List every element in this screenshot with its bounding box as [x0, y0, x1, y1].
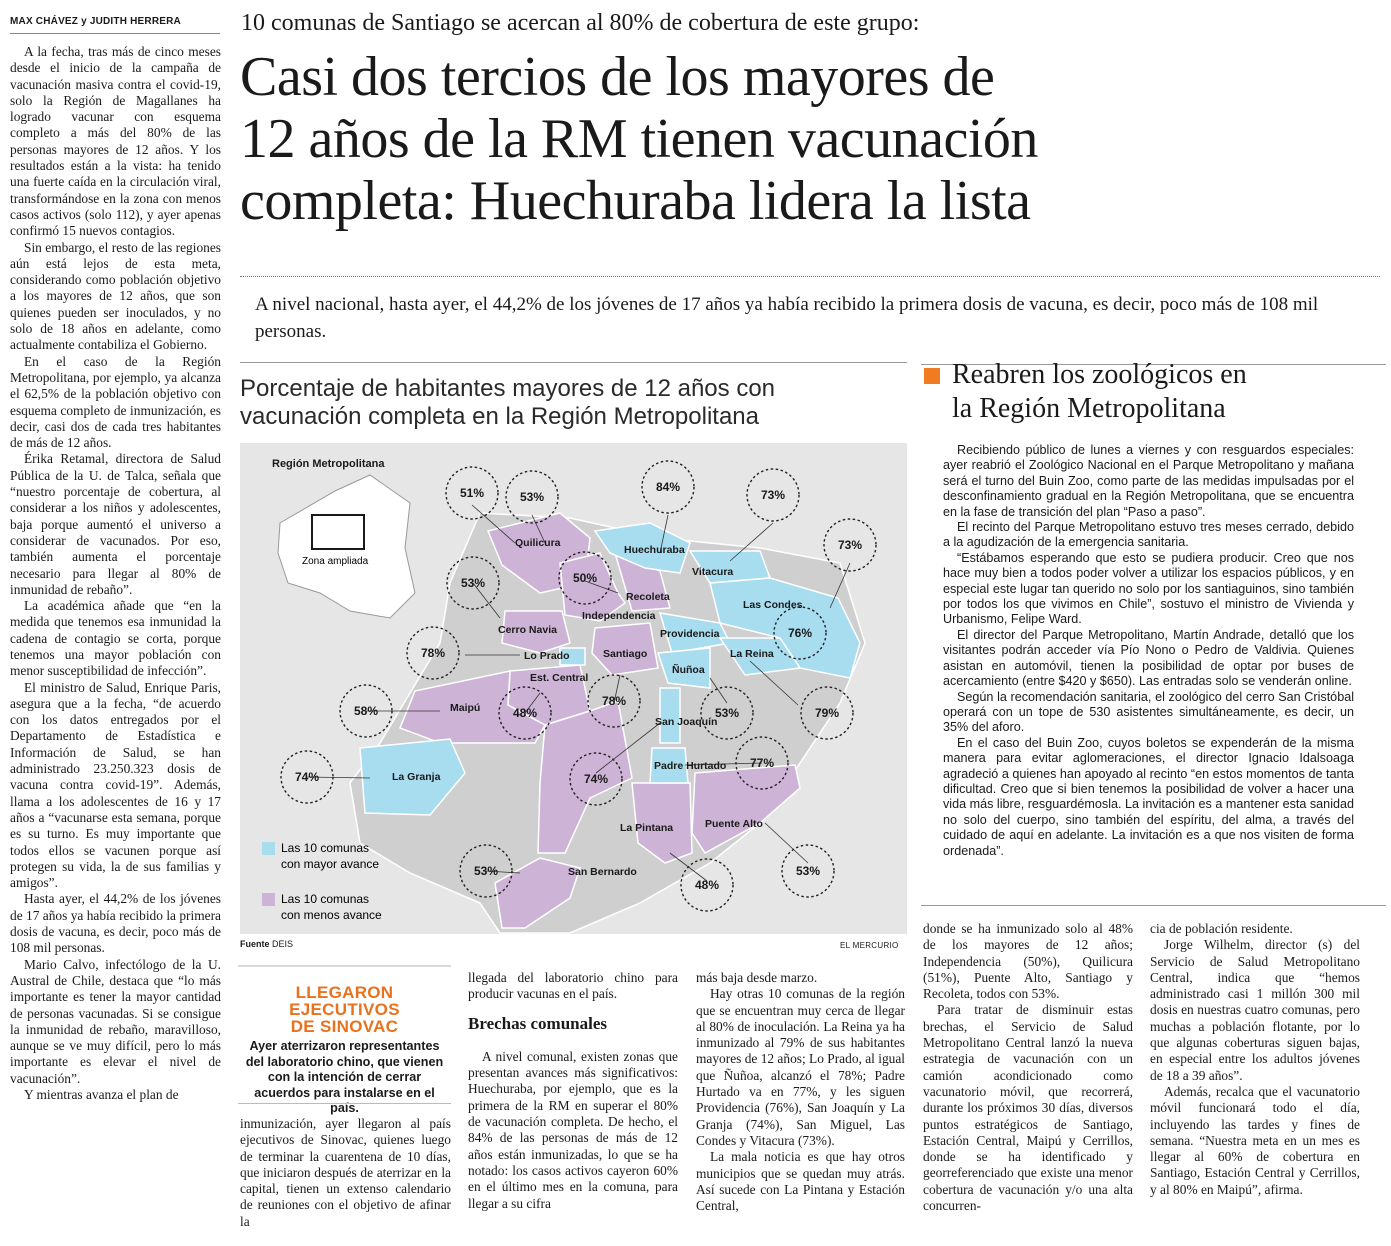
box-text: Ayer aterrizaron representantes del laboratorio chino, que vienen con la intención de cerrar acuerdos para instalarse en el país.: [245, 1039, 444, 1116]
percentage-label: 53%: [473, 864, 499, 878]
comuna-label: Recoleta: [626, 591, 670, 603]
paragraph: Mario Calvo, infectólogo de la U. Austral de Chile, destaca que “lo más importante es tener la mayor cantidad de personas vacunadas. Si se consigue la inmunidad de rebaño, maravilloso, aunque se ve muy difícil, pero lo más importante es elevar el nivel de vacunación”.: [10, 956, 221, 1086]
percentage-label: 73%: [760, 488, 786, 502]
source-value: DEIS: [272, 939, 294, 949]
paragraph: Hasta ayer, el 44,2% de los jóvenes de 17 años ya había recibido la primera dosis de vacuna, es decir, poco más de 108 mil personas.: [10, 891, 221, 956]
sidebar-bottom-rule: [921, 905, 1386, 906]
comuna-label: San Bernardo: [568, 866, 637, 878]
percentage-label: 84%: [655, 480, 681, 494]
paragraph: En el caso de la Región Metropolitana, por ejemplo, ya alcanza el 62,5% de la población objetivo con esquema completo de inmunización, es decir, casi dos de cada tres habitantes de más de 12 años.: [10, 353, 221, 451]
chart-title: [240, 375, 907, 431]
column-3-top: llegada del laboratorio chino para producir vacunas en el país.: [468, 970, 678, 1002]
paragraph: Érika Retamal, directora de Salud Pública de la U. de Talca, señala que “nuestro porcentaje de cobertura, al considerar a los niños y adolescentes, baja porque aumentó el universo a considerar de vacunados. Por eso, también aumenta el porcentaje necesario para llegar al 80% de inmunidad de rebaño”.: [10, 451, 221, 597]
percentage-label: 78%: [601, 694, 627, 708]
paragraph: Según la recomendación sanitaria, el zoológico del cerro San Cristóbal operará con un tope de 530 asistentes simultáneamente, es decir, un 35% del aforo.: [943, 689, 1354, 735]
legend-low-line-1: Las 10 comunas: [281, 892, 370, 906]
chart-title-line-1: Porcentaje de habitantes mayores de 12 años con: [240, 375, 776, 402]
comuna-label: Providencia: [660, 628, 720, 640]
sidebar-title-line-1: Reabren los zoológicos en: [952, 359, 1247, 390]
chart-credit: EL MERCURIO: [840, 941, 899, 950]
chart-top-rule: [240, 362, 907, 363]
byline: MAX CHÁVEZ y JUDITH HERRERA: [10, 16, 181, 27]
paragraph: Además, recalca que el vacunatorio móvil funcionará todo el día, incluyendo las tardes y fines de semana. “Nuestra meta en un mes es llegar al 60% de cobertura en Santiago, Estación Central y Cerrillos, y al 80% en Maipú”, afirma.: [1150, 1083, 1360, 1197]
legend-low-swatch: [262, 893, 275, 906]
comuna-label: Padre Hurtado: [654, 760, 727, 772]
paragraph: Y mientras avanza el plan de: [24, 1087, 179, 1102]
paragraph: En el caso del Buin Zoo, cuyos boletos se expenderán de la misma manera para evitar aglomeraciones, el director Ignacio Idalsoaga agradeció a quienes han apoyado al recinto “en estos momentos de tanta dificultad. Creo que si bien tenemos la posibilidad de volver a hacer una vida más libre, resguardémosla. La invitación es a mantener esta sanidad no solo del cuerpo, sino también del espíritu, del alma, a través del cuidado de aquí en adelante. La invitación es a que nos visiten de forma ordenada”.: [943, 735, 1354, 858]
column-5: [923, 921, 1133, 1214]
legend-high-line-2: con mayor avance: [281, 857, 380, 871]
column-3: [468, 970, 678, 1212]
brechas-subhead: Brechas comunales: [468, 1013, 607, 1033]
left-column: [10, 44, 221, 1103]
percentage-label: 73%: [837, 538, 863, 552]
comuna-label: Huechuraba: [624, 544, 685, 556]
chart-source: [240, 939, 293, 949]
percentage-label: 74%: [583, 772, 609, 786]
headline-line-1: Casi dos tercios de los mayores de: [240, 46, 995, 108]
percentage-label: 51%: [459, 486, 485, 500]
percentage-label: 76%: [787, 626, 813, 640]
paragraph: Sin embargo, el resto de las regiones aún está lejos de esta meta, considerando como población objetivo a los mayores de 12 años, que son quienes pueden ser inoculados, y no solo de 18 años en adelante, como actualmente contabiliza el Gobierno.: [10, 239, 221, 353]
sidebar-marker-icon: [924, 368, 940, 384]
column-4: [696, 970, 905, 1214]
comuna-label: Est. Central: [530, 672, 589, 684]
column-6: [1150, 921, 1360, 1198]
comuna-label: Cerro Navia: [498, 624, 557, 636]
legend-low-line-2: con menos avance: [281, 908, 382, 922]
sidebar-title: [952, 358, 1247, 426]
map-panel: [240, 443, 907, 934]
paragraph: A la fecha, tras más de cinco meses desde el inicio de la campaña de vacunación masiva contra el covid-19, solo la Región de Magallanes ha logrado vacunar con esquema completo a más del 80% de las personas mayores de 12 años. Y los resultados están a la vista: ha tenido una fuerte caída en la circulación viral, transformándose en la zona con menos casos activos (solo 112), y ayer apenas confirmó 15 nuevos contagios.: [10, 44, 221, 239]
source-label: Fuente: [240, 939, 270, 949]
comuna-label: Vitacura: [692, 566, 734, 578]
inset-region-shape: [278, 475, 415, 618]
comuna-label: La Reina: [730, 648, 774, 660]
kicker: 10 comunas de Santiago se acercan al 80% de cobertura de este grupo:: [241, 10, 920, 36]
comuna-label: San Joaquín: [655, 716, 718, 728]
paragraph: El recinto del Parque Metropolitano estuvo tres meses cerrado, debido a la agudización de la emergencia sanitaria.: [943, 520, 1354, 550]
percentage-label: 53%: [460, 576, 486, 590]
map-title: Región Metropolitana: [272, 458, 385, 470]
comuna-label: Quilicura: [515, 537, 561, 549]
map-svg: [240, 443, 907, 934]
percentage-label: 53%: [714, 706, 740, 720]
comuna-label: Lo Prado: [524, 650, 570, 662]
sidebar-title-line-2: la Región Metropolitana: [952, 393, 1226, 424]
percentage-label: 58%: [353, 704, 379, 718]
legend-high-line-1: Las 10 comunas: [281, 841, 370, 855]
comuna-label: Puente Alto: [705, 818, 763, 830]
column-2-text: inmunización, ayer llegaron al país ejecutivos de Sinovac, quienes luego de terminar la cuarentena de 10 días, que iniciaron después de aterrizar en la capital, tienen un extenso calendario de reuniones con el objetivo de afinar la: [240, 1116, 451, 1229]
paragraph: Para tratar de disminuir estas brechas, el Servicio de Salud Metropolitano Central lanzó la nueva estrategia de vacunación con un camión acondicionado como vacunatorio móvil, que recorrerá, durante los próximos 30 días, diversos puntos estratégicos de Santiago, Estación Central, Maipú y Cerrillos, donde se ha identificado y georreferenciado que existe una menor cobertura de vacunación y/o una alta concurren-: [923, 1002, 1133, 1214]
comuna-label: Maipú: [450, 702, 481, 714]
column-2-bottom: [240, 1116, 451, 1230]
paragraph: La mala noticia es que hay otros municipios que se quedan muy atrás. Así sucede con La Pintana y Estación Central,: [696, 1149, 905, 1214]
comuna-label: Santiago: [603, 648, 648, 660]
deck: A nivel nacional, hasta ayer, el 44,2% de los jóvenes de 17 años ya había recibido la primera dosis de vacuna, es decir, poco más de 108 mil personas.: [255, 294, 1319, 342]
headline: [240, 46, 1380, 232]
percentage-label: 74%: [294, 770, 320, 784]
paragraph: Recibiendo público de lunes a viernes y con resguardos especiales: ayer reabrió el Zoológico Nacional en el Parque Metropolitano y mañana será el turno del Buin Zoo, como parte de las medidas impulsadas por el desconfinamiento gradual en la Región Metropolitana, que se encuentra en la fase de transición del plan “Paso a paso”.: [943, 443, 1354, 519]
comuna-label: Las Condes: [743, 599, 803, 611]
paragraph: La académica añade que “en la medida que tenemos esa inmunidad la cadena de contagio se corta, porque tenemos una mayor población con menor susceptibilidad de infección”.: [10, 598, 221, 679]
percentage-label: 79%: [814, 706, 840, 720]
paragraph: donde se ha inmunizado solo al 48% de los mayores de 12 años; Independencia (50%), Quilicura (51%), Puente Alto, Santiago y Recoleta, todos con 53%.: [923, 921, 1133, 1002]
percentage-label: 50%: [572, 571, 598, 585]
box-title-line-1: LLEGARON EJECUTIVOS: [289, 983, 400, 1019]
chart-title-line-2: vacunación completa en la Región Metropolitana: [240, 403, 759, 430]
paragraph: Hay otras 10 comunas de la región que se encuentran muy cerca de llegar al 80% de inoculación. La Reina ya ha inmunizado al 79% de sus habitantes mayores de 12 años; Lo Prado, al igual que Ñuñoa, alcanzó el 78%; Padre Hurtado va en 77%, y les siguen Providencia (76%), San Joaquín y La Granja (74%), San Miguel, Las Condes y Vitacura (73%).: [696, 986, 905, 1148]
percentage-label: 48%: [512, 706, 538, 720]
comuna-label: Ñuñoa: [672, 664, 705, 676]
sidebar-body: [943, 443, 1354, 859]
inset-label: Zona ampliada: [302, 556, 369, 567]
paragraph: “Estábamos esperando que esto se pudiera producir. Creo que nos hace muy bien a todos poder volver a utilizar los espacios públicos, y en especial este lugar tan querido no solo por los santiaguinos, sino también por todos los que vivimos en Chile”, sostuvo el ministro de Vivienda y Urbanismo, Felipe Ward.: [943, 550, 1354, 627]
comuna-label: La Granja: [392, 771, 441, 783]
paragraph: El director del Parque Metropolitano, Martín Andrade, detalló que los visitantes podrán acceder vía Pío Nono o Pedro de Valdivia. Quienes asistan en automóvil, tienen la posibilidad de optar por buses de acercamiento (entre $420 y $650). Las entradas solo se venderán online.: [943, 627, 1354, 689]
paragraph: Jorge Wilhelm, director (s) del Servicio de Salud Metropolitano Central, indica que “hemos administrado casi 1 millón 300 mil dosis en nuestras cuatro comunas, pero muchas a población flotante, por lo que algunas coberturas siguen bajas, en especial entre los adultos jóvenes de 18 a 39 años”.: [1150, 937, 1360, 1083]
comuna-label: La Pintana: [620, 822, 674, 834]
headline-line-2: 12 años de la RM tienen vacunación: [240, 108, 1038, 170]
percentage-label: 78%: [420, 646, 446, 660]
percentage-label: 53%: [795, 864, 821, 878]
paragraph: El ministro de Salud, Enrique Paris, asegura que a la fecha, “de acuerdo con los datos entregados por el Departamento de Estadística e Información de Salud, se han administrado 23.250.323 dosis de vacuna contra covid-19”. Además, llama a los adolescentes de 16 y 17 años a “vacunarse esta semana, porque es su turno. Es muy importante que todos ellos se vacunen porque así protegen su vida, la de sus familias y amigos”.: [10, 679, 221, 891]
percentage-label: 77%: [749, 756, 775, 770]
column-3-body: A nivel comunal, existen zonas que presentan avances más significativos: Huechuraba, por ejemplo, que es la primera de la RM en superar el 80% de vacunación completa. De hecho, el 84% de las personas de más de 12 años están inmunizadas, lo que se ha notado: los casos activos cayeron 60% en el último mes en la comuna, para llegar a su cifra: [468, 1048, 678, 1211]
comuna-label: Independencia: [582, 610, 656, 622]
percentage-label: 53%: [519, 490, 545, 504]
paragraph: cia de población residente.: [1150, 921, 1293, 936]
deck-rule: [240, 276, 1380, 277]
byline-rule: [10, 33, 220, 34]
percentage-label: 48%: [694, 878, 720, 892]
legend-high-swatch: [262, 842, 275, 855]
box-title-line-2: DE SINOVAC: [290, 1017, 399, 1036]
sinovac-box: [238, 965, 451, 1116]
headline-line-3: completa: Huechuraba lidera la lista: [240, 170, 1031, 232]
box-bottom-rule: [238, 1103, 451, 1104]
paragraph: más baja desde marzo.: [696, 970, 818, 985]
